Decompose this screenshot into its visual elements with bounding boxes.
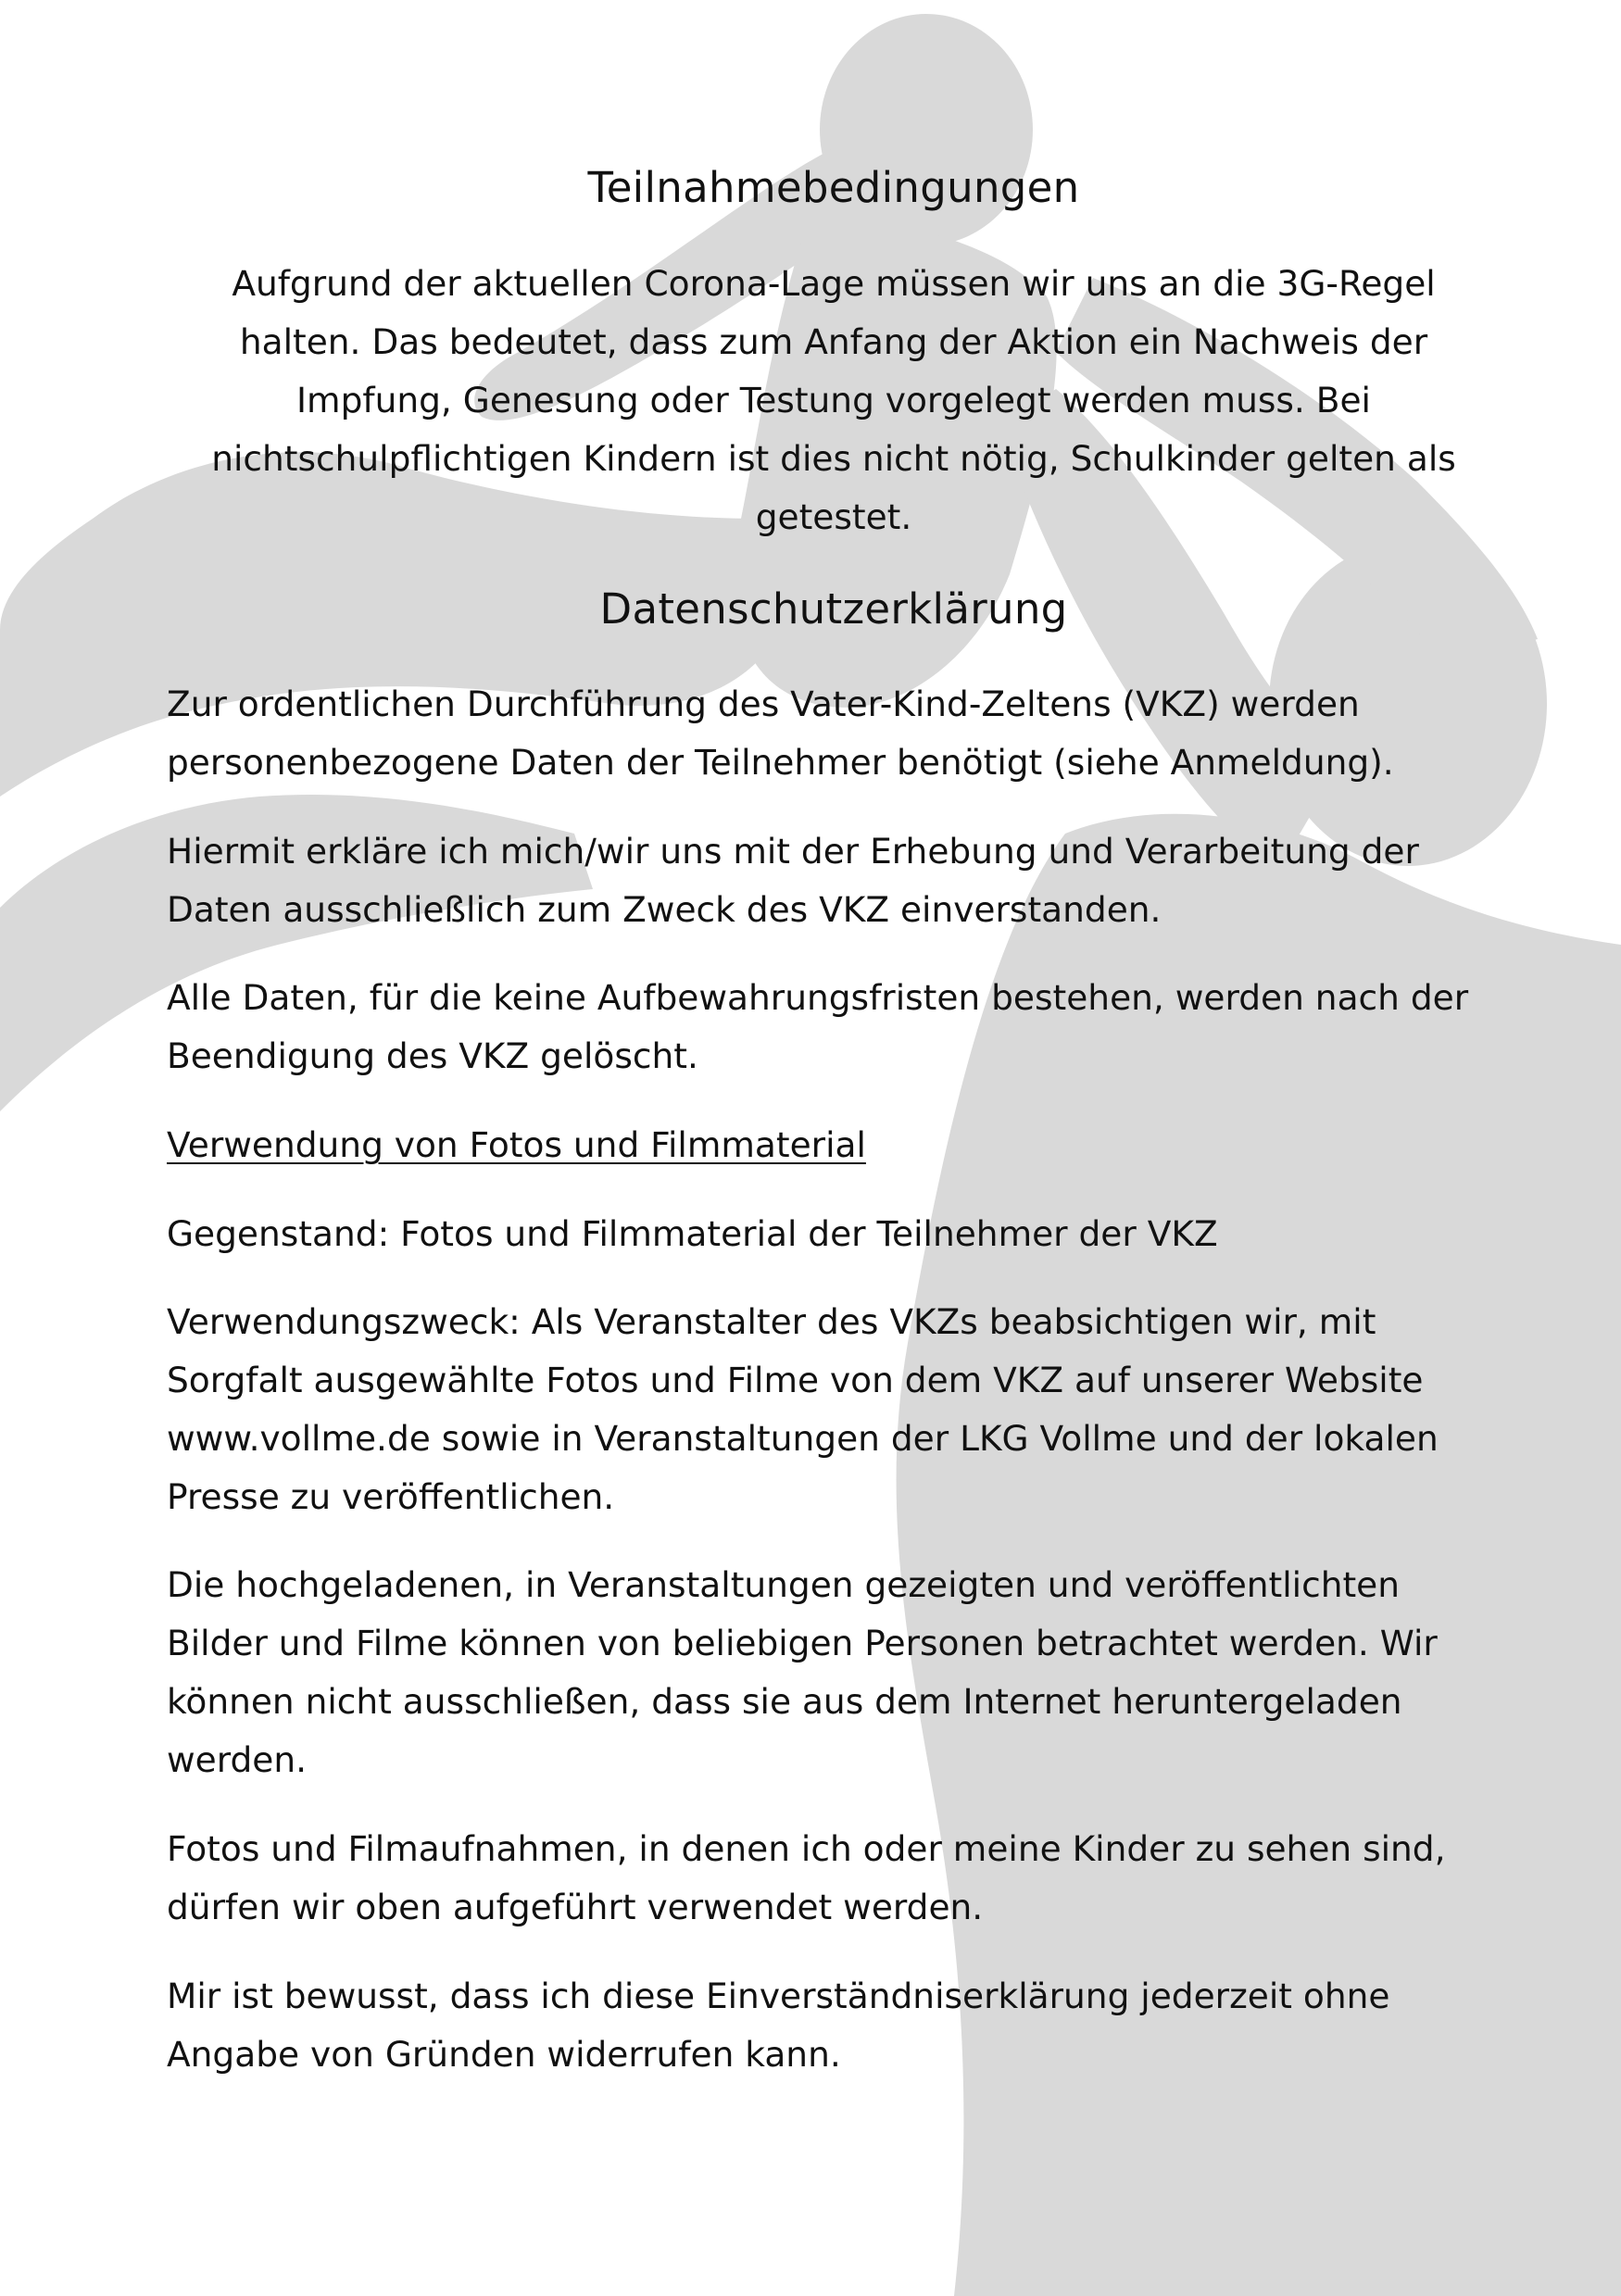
media-paragraph: Verwendungszweck: Als Veranstalter des VKZs beabsichtigen wir, mit Sorgfalt ausgewählte Fotos und Filme von dem VKZ auf unserer Website www.vollme.de sowie in Veranstaltungen der LKG Vollme und der lokalen Presse zu veröffentlichen.: [167, 1301, 1439, 1517]
media-paragraph: Mir ist bewusst, dass ich diese Einverständniserklärung jederzeit ohne Angabe von Gründen widerrufen kann.: [167, 1976, 1390, 2075]
media-paragraph: Fotos und Filmaufnahmen, in denen ich oder meine Kinder zu sehen sind, dürfen wir oben aufgeführt verwendet werden.: [167, 1828, 1446, 1927]
media-paragraph: Die hochgeladenen, in Veranstaltungen gezeigten und veröffentlichten Bilder und Filme können von beliebigen Personen betrachtet werden. Wir können nicht ausschließen, dass sie aus dem Internet heruntergeladen werden.: [167, 1564, 1438, 1780]
media-paragraph: Gegenstand: Fotos und Filmmaterial der Teilnehmer der VKZ: [167, 1213, 1218, 1254]
privacy-paragraph: Hiermit erkläre ich mich/wir uns mit der Erhebung und Verarbeitung der Daten ausschließlich zum Zweck des VKZ einverstanden.: [167, 831, 1419, 930]
privacy-paragraph: Zur ordentlichen Durchführung des Vater-Kind-Zeltens (VKZ) werden personenbezogene Daten der Teilnehmer benötigt (siehe Anmeldung).: [167, 684, 1394, 783]
participation-title: Teilnahmebedingungen: [587, 163, 1080, 212]
participation-text: Aufgrund der aktuellen Corona-Lage müssen wir uns an die 3G-Regel halten. Das bedeutet, dass zum Anfang der Aktion ein Nachweis der Impfung, Genesung oder Testung vorgelegt werden muss. Bei nichtschulpflichtigen Kindern ist dies nicht nötig, Schulkinder gelten als getestet.: [211, 263, 1456, 537]
media-subheading: Verwendung von Fotos und Filmmaterial: [167, 1124, 866, 1165]
privacy-paragraph: Alle Daten, für die keine Aufbewahrungsfristen bestehen, werden nach der Beendigung des VKZ gelöscht.: [167, 977, 1469, 1076]
privacy-title: Datenschutzerklärung: [599, 584, 1068, 634]
